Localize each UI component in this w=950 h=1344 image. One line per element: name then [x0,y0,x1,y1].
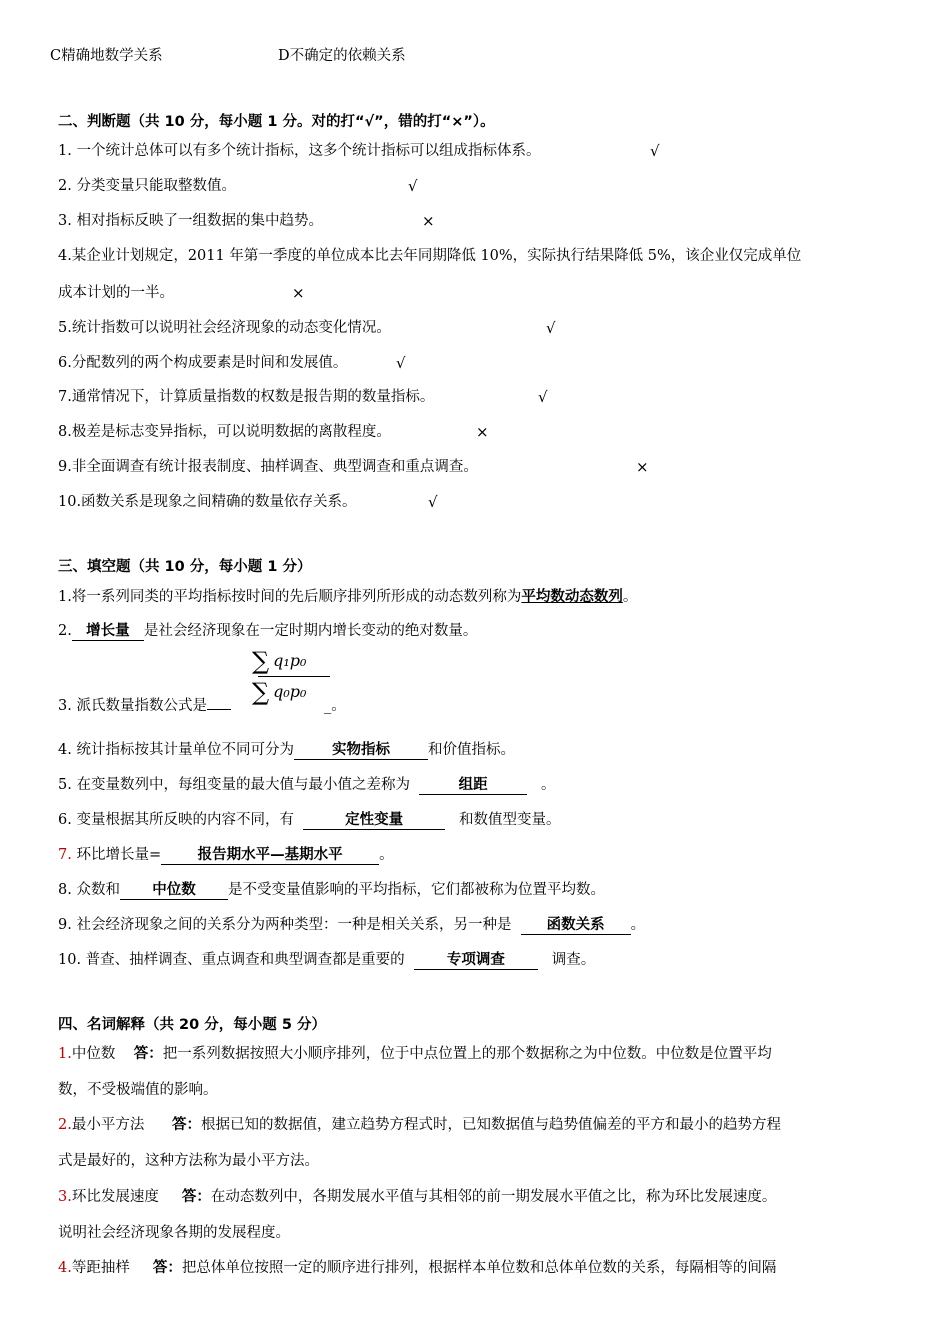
judge-item-9: 9.非全面调查有统计报表制度、抽样调查、典型调查和重点调查。 [58,459,478,475]
term-definition: 根据已知的数据值，建立趋势方程式时，已知数据值与趋势值偏差的平方和最小的趋势方程 [201,1117,781,1133]
fill-text: 9. 社会经济现象之间的关系分为两种类型：一种是相关关系，另一种是 [58,917,512,933]
formula-blank-left [207,709,231,710]
fill-text: 是不受变量值影响的平均指标，它们都被称为位置平均数。 [227,882,605,898]
fill-answer: 专项调查 [414,951,538,970]
judge-item-6: 6.分配数列的两个构成要素是时间和发展值。 [58,355,348,371]
fill-answer: 平均数动态数列 [521,589,623,605]
cross-mark-icon: × [636,458,649,476]
check-mark-icon: √ [408,177,418,195]
fill-text: 5. 在变量数列中，每组变量的最大值与最小值之差称为 [58,777,410,793]
fill-text: 8. 众数和 [58,882,120,898]
fill-item-3 [58,696,231,716]
formula-numerator: ∑ q₁p₀ [252,647,307,675]
term-item-4 [58,1250,894,1286]
judge-item-10: 10.函数关系是现象之间精确的数量依存关系。 [58,494,357,510]
answer-label: 答： [152,1260,182,1276]
option-c: C精确地数学关系 [50,48,163,64]
answer-label: 答： [133,1046,163,1062]
term-item-2 [58,1107,894,1179]
fill-text: 。 [541,777,556,793]
fill-item-1 [58,587,637,607]
section3-heading: 三、填空题（共 10 分，每小题 1 分） [58,559,312,575]
section2-heading: 二、判断题（共 10 分，每小题 1 分。对的打“√”，错的打“×”）。 [58,114,495,130]
fill-text: 4. 统计指标按其计量单位不同可分为 [58,742,294,758]
fill-text: 3. 派氏数量指数公式是 [58,698,207,714]
term-definition-cont: 说明社会经济现象各期的发展程度。 [58,1225,290,1241]
cross-mark-icon: × [476,423,489,441]
term-definition: 在动态数列中，各期发展水平值与其相邻的前一期发展水平值之比，称为环比发展速度。 [210,1189,777,1205]
formula-denominator: ∑ q₀p₀ [252,678,307,706]
option-d: D不确定的依赖关系 [278,48,406,64]
fill-item-3-after: _。 [324,698,346,714]
fill-item-6 [58,810,561,830]
fill-item-7 [58,845,394,865]
fill-answer: 报告期水平—基期水平 [161,846,379,865]
fill-number: 2. [58,623,72,639]
fill-answer: 组距 [419,776,527,795]
section4-heading: 四、名词解释（共 20 分，每小题 5 分） [58,1017,326,1033]
fill-text: 1.将一系列同类的平均指标按时间的先后顺序排列所形成的动态数列称为 [58,589,522,605]
fill-text: 6. 变量根据其所反映的内容不同，有 [58,812,294,828]
fill-text: 。 [630,917,646,933]
fill-item-2 [58,621,477,641]
term-item-3 [58,1179,894,1251]
fill-text: 。 [622,589,638,605]
term-name: 环比发展速度 [71,1189,159,1205]
fill-text: 10. 普查、抽样调查、重点调查和典型调查都是重要的 [58,952,405,968]
judge-item-2: 2. 分类变量只能取整数值。 [58,178,236,194]
fill-answer: 中位数 [120,881,228,900]
fill-answer: 函数关系 [521,916,631,935]
sigma-icon: ∑ [252,647,270,675]
check-mark-icon: √ [428,493,438,511]
judge-item-3: 3. 相对指标反映了一组数据的集中趋势。 [58,213,323,229]
fill-item-4 [58,740,515,760]
term-number: 3. [58,1189,72,1205]
fill-text: 。 [379,847,394,863]
judge-item-4: 4.某企业计划规定，2011 年第一季度的单位成本比去年同期降低 10%，实际执行结果降低 5%，该企业仅完成单位 [58,248,802,264]
fill-number: 7. [58,847,72,863]
term-definition: 把总体单位按照一定的顺序进行排列，根据样本单位数和总体单位数的关系，每隔相等的间隔 [181,1260,777,1276]
judge-item-7: 7.通常情况下，计算质量指数的权数是报告期的数量指标。 [58,389,435,405]
term-definition-cont: 数，不受极端值的影响。 [58,1082,218,1098]
fill-answer: 增长量 [72,622,144,641]
fill-answer: 定性变量 [303,811,445,830]
answer-label: 答： [181,1189,211,1205]
term-name: 最小平方法 [71,1117,145,1133]
fill-text: 环比增长量= [71,847,162,863]
term-name: 中位数 [71,1046,116,1062]
term-definition-cont: 式是最好的，这种方法称为最小平方法。 [58,1153,319,1169]
fill-text: 调查。 [551,952,596,968]
fill-text: 是社会经济现象在一定时期内增长变动的绝对数量。 [143,623,478,639]
check-mark-icon: √ [546,319,556,337]
fill-text: 和数值型变量。 [459,812,561,828]
check-mark-icon: √ [650,142,660,160]
fill-item-8 [58,880,605,900]
judge-item-5: 5.统计指数可以说明社会经济现象的动态变化情况。 [58,320,391,336]
judge-item-4-cont: 成本计划的一半。 [58,285,174,301]
term-number: 4. [58,1260,72,1276]
judge-item-1: 1. 一个统计总体可以有多个统计指标，这多个统计指标可以组成指标体系。 [58,143,541,159]
fill-item-10 [58,950,595,970]
term-item-1 [58,1036,894,1108]
fill-text: 和价值指标。 [427,742,515,758]
cross-mark-icon: × [422,212,435,230]
answer-label: 答： [172,1117,201,1133]
term-definition: 把一系列数据按照大小顺序排列，位于中点位置上的那个数据称之为中位数。中位数是位置平均 [162,1046,772,1062]
check-mark-icon: √ [538,388,548,406]
fill-answer: 实物指标 [294,741,428,760]
check-mark-icon: √ [396,354,406,372]
term-name: 等距抽样 [71,1260,130,1276]
cross-mark-icon: × [292,284,305,302]
term-number: 2. [58,1117,72,1133]
term-number: 1. [58,1046,72,1062]
judge-item-8: 8.极差是标志变异指标，可以说明数据的离散程度。 [58,424,391,440]
sigma-icon: ∑ [252,678,270,706]
fill-item-5 [58,775,556,795]
paasche-formula [252,646,332,707]
fill-item-9 [58,915,645,935]
